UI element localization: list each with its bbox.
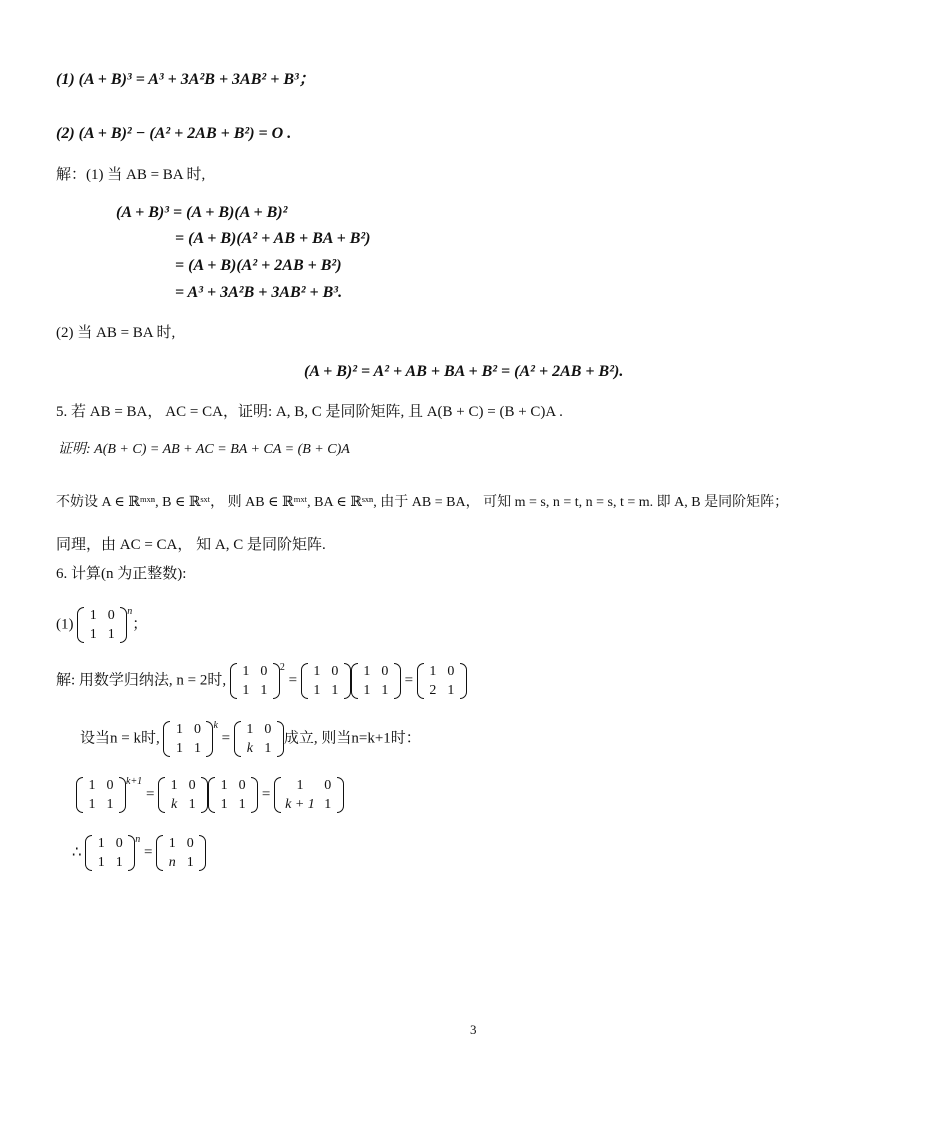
induction-step: 1 0 1 1 $^{k+1}$ = 1 0 k 1 1 0 1 1 = 1 0 k + 1 1 [76, 776, 344, 814]
item-1-equation: (1) (A + B)³ = A³ + 3A²B + 3AB² + B³； [56, 71, 315, 88]
exponent-n: n [127, 606, 133, 617]
solution-2-intro: (2) 当 AB = BA 时, [56, 325, 176, 341]
problem-5-reasoning: 不妨设 A ∈ ℝᵐˣⁿ, B ∈ ℝˢˣᵗ， 则 AB ∈ ℝᵐˣᵗ, BA ∈ ℝˢˣⁿ, 由于 AB = BA， 可知 m = s, n = t, n = s, t = m. 即 A, B 是同阶矩阵； [56, 495, 789, 510]
matrix-base: 1 0 1 1 [76, 776, 126, 814]
part-label: (1) [56, 616, 74, 633]
derivation-line-3: = (A + B)(A² + 2AB + B²) [175, 257, 342, 274]
induction-base-step: 解: 用数学归纳法, n = 2时, 1 0 1 1 $^2$ = 1 0 1 1 1 0 1 1 = 1 0 2 1 [56, 662, 467, 700]
hypothesis-tail: 成立, 则当n=k+1时： [283, 730, 421, 747]
matrix-base: 1 0 1 1 [351, 662, 401, 700]
hypothesis-text: 设当n = k时, [80, 730, 160, 747]
problem-5-statement: 5. 若 AB = BA， AC = CA，证明: A, B, C 是同阶矩阵, 且 A(B + C) = (B + C)A . [56, 404, 563, 420]
matrix-result-2: 1 0 2 1 [417, 662, 467, 700]
matrix-base: 1 0 1 1 [163, 720, 213, 758]
matrix-base: 1 0 1 1 [301, 662, 351, 700]
induction-intro: 解: 用数学归纳法, n = 2时, [56, 672, 227, 689]
matrix-base: 1 0 1 1 [85, 834, 135, 872]
page-number: 3 [470, 1022, 477, 1037]
problem-5-proof: 证明: A(B + C) = AB + AC = BA + CA = (B + C)A [58, 442, 350, 457]
induction-hypothesis: 设当n = k时, 1 0 1 1 $^k$ = 1 0 k 1 成立, 则当n=k+1时： [80, 720, 421, 756]
derivation-line-4: = A³ + 3A²B + 3AB² + B³. [175, 284, 343, 301]
matrix-k-plus-1: 1 0 k + 1 1 [274, 776, 344, 814]
derivation-line-1: (A + B)³ = (A + B)(A + B)² [116, 204, 288, 221]
matrix-k: 1 0 k 1 [158, 776, 208, 814]
therefore-symbol: ∴ [72, 844, 82, 861]
matrix-n: 1 0 n 1 [156, 834, 206, 872]
derivation-line-2: = (A + B)(A² + AB + BA + B²) [175, 230, 371, 247]
problem-6-title: 6. 计算(n 为正整数): [56, 566, 187, 582]
matrix-k: 1 0 k 1 [234, 720, 284, 758]
matrix-base: 1 0 1 1 [230, 662, 280, 700]
problem-6-part-1: (1) 1 0 1 1 $^n$； [56, 606, 148, 642]
matrix-base: 1 0 1 1 [208, 776, 258, 814]
solution-1-intro: 解：(1) 当 AB = BA 时, [56, 167, 206, 183]
item-2-equation: (2) (A + B)² − (A² + 2AB + B²) = O . [56, 125, 292, 142]
matrix-base: 1 0 1 1 [77, 606, 127, 644]
solution-2-equation: (A + B)² = A² + AB + BA + B² = (A² + 2AB + B²). [304, 363, 624, 380]
problem-5-conclusion: 同理，由 AC = CA， 知 A, C 是同阶矩阵. [56, 537, 326, 553]
induction-conclusion: ∴ 1 0 1 1 $^n$ = 1 0 n 1 [72, 834, 206, 872]
